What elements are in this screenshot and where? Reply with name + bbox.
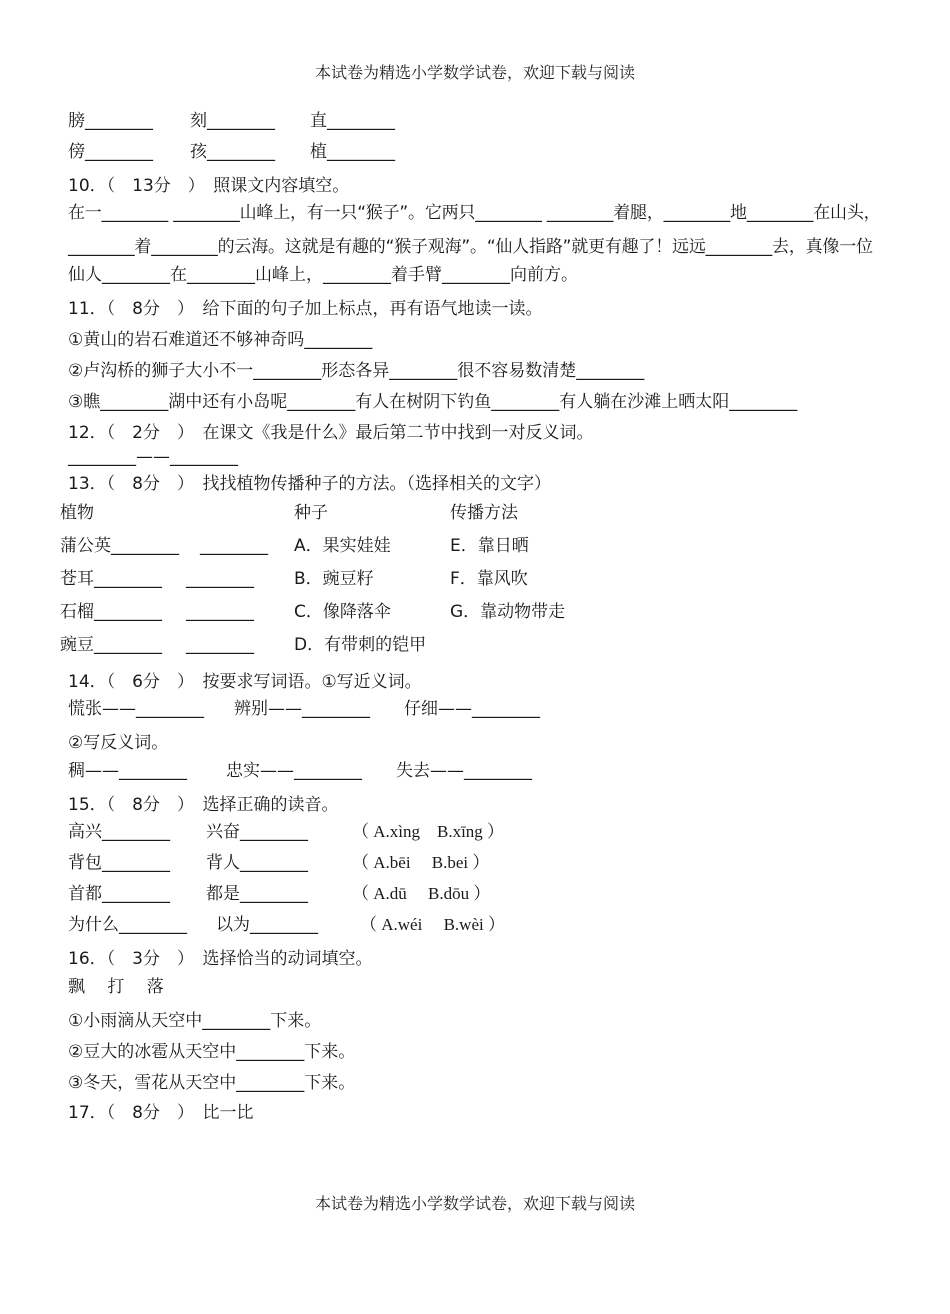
q15-word-b: 兴奋________ xyxy=(206,822,308,842)
q13-method: E．靠日晒 xyxy=(450,536,529,556)
q13-col-plant: 植物 xyxy=(60,503,94,523)
q11-line2: ②卢沟桥的狮子大小不一________形态各异________很不容易数清楚________ xyxy=(68,361,645,381)
q17-heading: 17．（ 8分 ） 比一比 xyxy=(68,1103,254,1123)
q15-options: （ A.wéi B.wèi ） xyxy=(360,915,505,934)
q15-word-b: 都是________ xyxy=(206,884,308,904)
q14-antonym-heading: ②写反义词。 xyxy=(68,733,169,753)
q13-method: F．靠风吹 xyxy=(450,569,528,589)
q13-seed: D．有带刺的铠甲 xyxy=(294,635,427,655)
q14-synonym-item: 辨别——________ xyxy=(234,699,370,719)
q15-word-a: 高兴________ xyxy=(68,822,170,842)
q13-blank: ________ xyxy=(186,635,254,655)
q15-options: （ A.bēi B.bei ） xyxy=(352,853,490,872)
q13-plant: 蒲公英________ xyxy=(60,536,179,556)
q13-method: G．靠动物带走 xyxy=(450,602,566,622)
page-footer: 本试卷为精选小学数学试卷，欢迎下载与阅读 xyxy=(314,1194,635,1213)
q16-line3: ③冬天，雪花从天空中________下来。 xyxy=(68,1073,356,1093)
q14-antonym-item: 忠实——________ xyxy=(226,761,362,781)
q10-line1: 在一________ ________山峰上，有一只“猴子”。它两只________ ________着腿，________地________在山头， xyxy=(68,203,881,223)
q15-word-b: 背人________ xyxy=(206,853,308,873)
q13-heading: 13．（ 8分 ） 找找植物传播种子的方法。（选择相关的文字） xyxy=(68,474,551,494)
q11-heading: 11．（ 8分 ） 给下面的句子加上标点，再有语气地读一读。 xyxy=(68,299,543,319)
q16-line1: ①小雨滴从天空中________下来。 xyxy=(68,1011,322,1031)
q15-word-b: 以为________ xyxy=(216,915,318,935)
q15-options: （ A.xìng B.xīng ） xyxy=(352,822,505,841)
q10-line2: ________着________的云海。这就是有趣的“猴子观海”。“仙人指路”就更有趣了！远远________去，真像一位 xyxy=(68,237,873,257)
q13-col-method: 传播方法 xyxy=(450,503,518,523)
top-row2-item3: 植________ xyxy=(310,142,395,162)
q13-plant: 苍耳________ xyxy=(60,569,162,589)
q15-word-a: 背包________ xyxy=(68,853,170,873)
q13-seed: C．像降落伞 xyxy=(294,602,391,622)
q16-heading: 16．（ 3分 ） 选择恰当的动词填空。 xyxy=(68,949,373,969)
q10-line3: 仙人________在________山峰上，________着手臂________向前方。 xyxy=(68,265,578,285)
top-row1-item3: 直________ xyxy=(310,111,395,131)
q14-heading: 14．（ 6分 ） 按要求写词语。①写近义词。 xyxy=(68,672,422,692)
q13-blank: ________ xyxy=(186,602,254,622)
top-row2-item2: 孩________ xyxy=(190,142,275,162)
q11-line3: ③瞧________湖中还有小岛呢________有人在树阴下钓鱼________有人躺在沙滩上晒太阳________ xyxy=(68,392,798,412)
q11-line1: ①黄山的岩石难道还不够神奇吗________ xyxy=(68,330,373,350)
q14-antonym-item: 稠——________ xyxy=(68,761,187,781)
q13-blank: ________ xyxy=(200,536,268,556)
q13-col-seed: 种子 xyxy=(294,503,328,523)
q12-heading: 12．（ 2分 ） 在课文《我是什么》最后第二节中找到一对反义词。 xyxy=(68,423,594,443)
q12-answer-line: ________——________ xyxy=(68,447,238,467)
q15-word-a: 为什么________ xyxy=(68,915,187,935)
q10-heading: 10．（ 13分 ） 照课文内容填空。 xyxy=(68,176,350,196)
q14-synonym-item: 仔细——________ xyxy=(404,699,540,719)
q16-line2: ②豆大的冰雹从天空中________下来。 xyxy=(68,1042,356,1062)
q13-plant: 豌豆________ xyxy=(60,635,162,655)
top-row2-item1: 傍________ xyxy=(68,142,153,162)
q16-word-bank: 飘 打 落 xyxy=(68,977,164,997)
top-row1-item1: 膀________ xyxy=(68,111,153,131)
q15-options: （ A.dū B.dōu ） xyxy=(352,884,491,903)
q13-blank: ________ xyxy=(186,569,254,589)
page-header: 本试卷为精选小学数学试卷，欢迎下载与阅读 xyxy=(314,63,635,82)
q14-antonym-item: 失去——________ xyxy=(396,761,532,781)
top-row1-item2: 刻________ xyxy=(190,111,275,131)
q15-word-a: 首都________ xyxy=(68,884,170,904)
q13-seed: B．豌豆籽 xyxy=(294,569,374,589)
q15-heading: 15．（ 8分 ） 选择正确的读音。 xyxy=(68,795,339,815)
q14-synonym-item: 慌张——________ xyxy=(68,699,204,719)
q13-seed: A．果实娃娃 xyxy=(294,536,391,556)
q13-plant: 石榴________ xyxy=(60,602,162,622)
